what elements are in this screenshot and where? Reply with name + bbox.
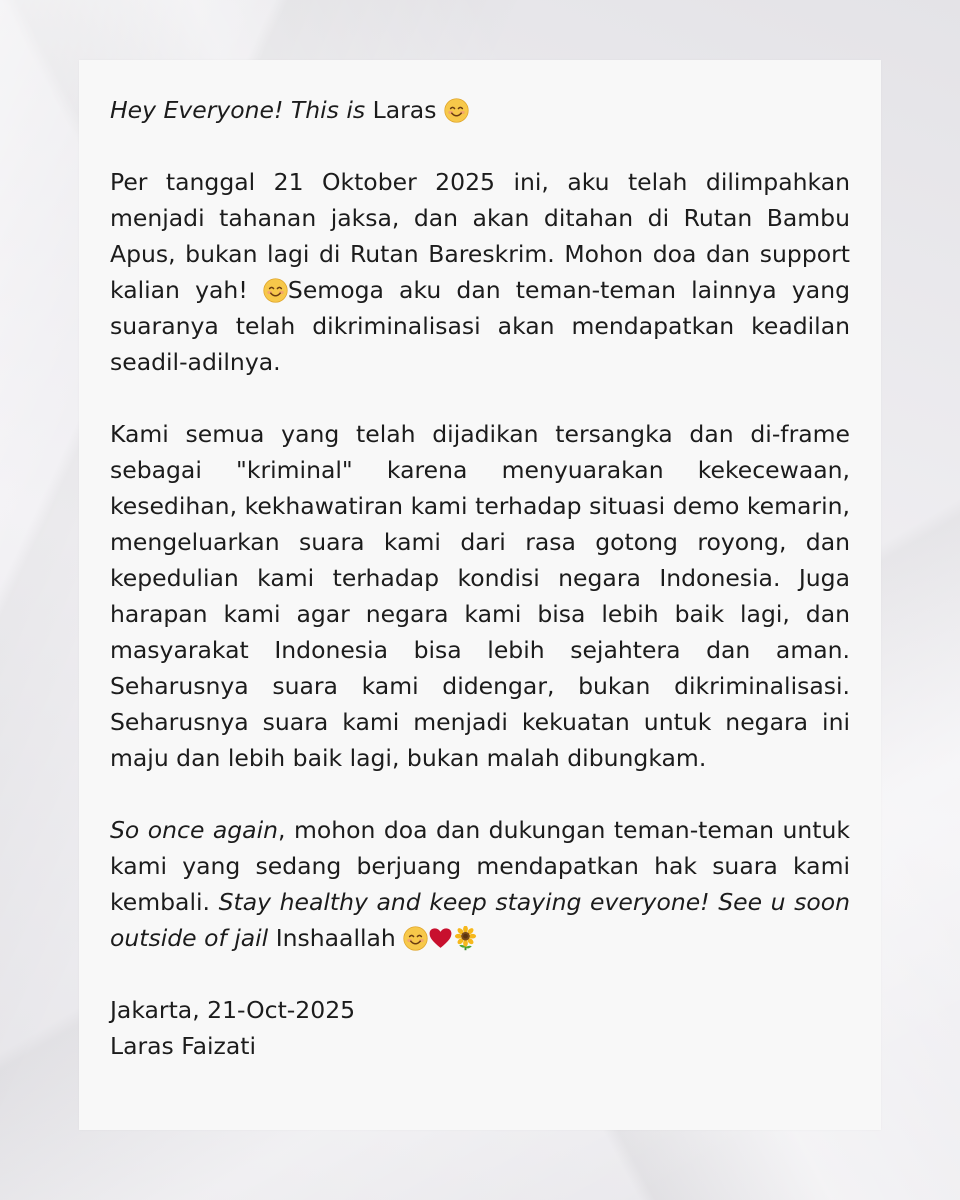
paragraph-3-italic-b: Stay healthy and keep staying everyone! See u soon outside of jail xyxy=(110,888,851,952)
sunflower-icon xyxy=(453,926,478,951)
paragraph-2: Kami semua yang telah dijadikan tersangka dan di-frame sebagai "kriminal" karena menyuarakan kekecewaan, kesedihan, kekhawatiran kami terhadap situasi demo kemarin, mengeluarkan suara kami dari rasa gotong royong, dan kepedulian kami terhadap kondisi negara Indonesia. Juga harapan kami agar negara kami bisa lebih baik lagi, dan masyarakat Indonesia bisa lebih sejahtera dan aman. Seharusnya suara kami didengar, bukan dikriminalisasi. Seharusnya suara kami menjadi kekuatan untuk negara ini maju dan lebih baik lagi, bukan malah dibungkam. xyxy=(110,420,850,772)
signature-place-date: Jakarta, 21-Oct-2025 xyxy=(110,996,356,1024)
paragraph-3-italic-a: So once again xyxy=(110,816,279,844)
paragraph-1-text-a: Per tanggal 21 Oktober 2025 ini, aku telah dilimpahkan menjadi tahanan jaksa, dan akan ditahan di Rutan Bambu Apus, bukan lagi di Rutan Bareskrim. Mohon doa dan support kalian yah! xyxy=(110,168,850,304)
greeting-line xyxy=(110,92,850,128)
signature-name: Laras Faizati xyxy=(110,1032,257,1060)
letter-card xyxy=(79,60,881,1130)
greeting-italic: Hey Everyone! This is xyxy=(110,96,366,124)
paragraph-3 xyxy=(110,812,850,956)
smiling-face-icon xyxy=(403,926,428,951)
red-heart-icon xyxy=(428,926,453,951)
paragraph-3-text-a: , mohon doa dan dukungan teman-teman untuk kami yang sedang berjuang mendapatkan hak suara kami kembali. xyxy=(110,816,850,916)
paragraph-3-text-b: Inshaallah xyxy=(268,924,396,952)
smiling-face-icon xyxy=(444,98,469,123)
letter-body xyxy=(110,92,850,1064)
greeting-name: Laras xyxy=(365,96,437,124)
smiling-face-icon xyxy=(263,278,288,303)
paragraph-1 xyxy=(110,164,850,380)
paragraph-1-text-b: Semoga aku dan teman-teman lainnya yang suaranya telah dikriminalisasi akan mendapatkan keadilan seadil-adilnya. xyxy=(110,276,851,376)
